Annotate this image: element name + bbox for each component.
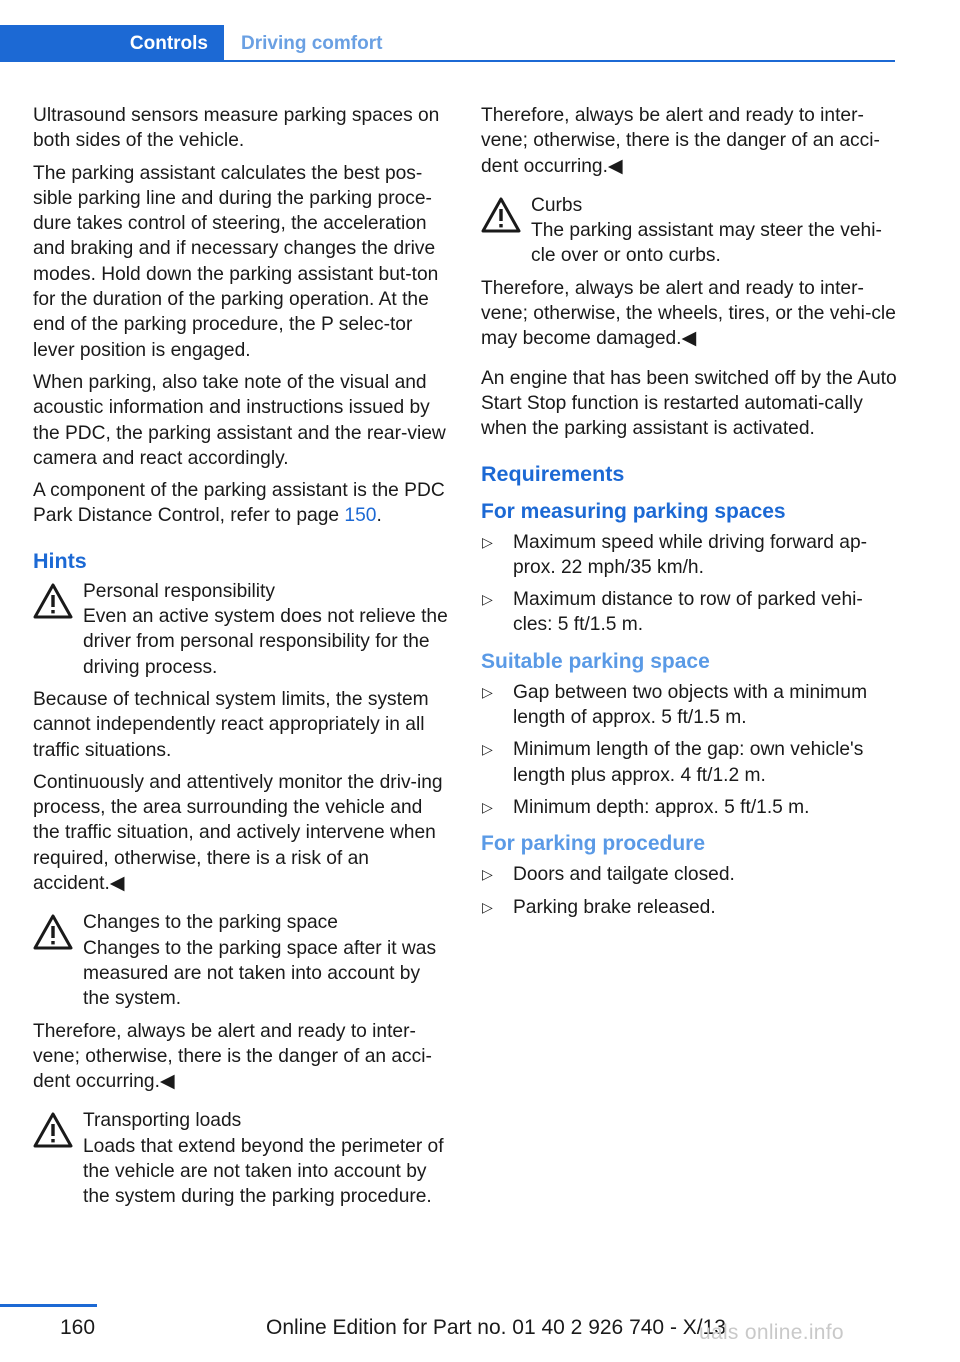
paragraph-auto-start-stop: An engine that has been switched off by the Auto Start Stop function is restarted automati‐cally when the parking assistant is activated. bbox=[481, 367, 897, 440]
list-item-text: Maximum distance to row of parked vehi‐cles: 5 ft/1.5 m. bbox=[513, 589, 863, 636]
warning-triangle-icon bbox=[481, 197, 521, 234]
warning-transporting-loads bbox=[33, 1108, 451, 1209]
warning-head bbox=[33, 1108, 451, 1209]
suitable-list bbox=[481, 680, 901, 820]
pdc-text-end: . bbox=[376, 505, 382, 527]
warning-triangle-icon bbox=[33, 1112, 73, 1149]
list-item-text: Doors and tailgate closed. bbox=[513, 864, 735, 886]
warning-triangle-icon bbox=[33, 583, 73, 620]
tab-controls[interactable]: Controls bbox=[0, 25, 224, 62]
warning-text: Loads that extend beyond the perimeter of the vehicle are not taken into account by the system during the parking procedure. bbox=[83, 1135, 444, 1208]
list-item bbox=[481, 680, 901, 731]
bullet-triangle-icon: ▷ bbox=[482, 898, 493, 915]
header-rule bbox=[0, 60, 895, 62]
warning-head bbox=[481, 193, 901, 269]
requirements-heading: Requirements bbox=[481, 461, 625, 486]
warning-text: Changes to the parking space after it was measured are not taken into account by the system. bbox=[83, 937, 437, 1010]
right-column bbox=[481, 103, 901, 928]
paragraph-alert: Therefore, always be alert and ready to inter‐vene; otherwise, there is the danger of an acci‐dent occurring.◀ bbox=[33, 1020, 432, 1093]
page-number: 160 bbox=[60, 1316, 96, 1339]
measuring-heading: For measuring parking spaces bbox=[481, 499, 786, 523]
bullet-triangle-icon: ▷ bbox=[482, 798, 493, 815]
page-link-150[interactable]: 150 bbox=[344, 505, 377, 527]
list-item bbox=[481, 587, 901, 638]
warning-title: Changes to the parking space bbox=[83, 912, 338, 934]
bullet-triangle-icon: ▷ bbox=[482, 741, 493, 758]
warning-curbs bbox=[481, 193, 901, 269]
warning-text: The parking assistant may steer the vehi‐cle over or onto curbs. bbox=[531, 220, 882, 267]
hints-heading: Hints bbox=[33, 548, 87, 573]
left-column bbox=[33, 103, 451, 1217]
list-item-text: Minimum length of the gap: own vehicle's length plus approx. 4 ft/1.2 m. bbox=[513, 739, 864, 786]
warning-triangle-icon bbox=[33, 914, 73, 951]
paragraph-parking-line: The parking assistant calculates the best pos‐sible parking line and during the parking proce‐dure takes control of steering, the acceleration and braking and if necessary changes the drive modes. Hold down the parking assistant but‐ton for the duration of the parking operation. At the end of the parking procedure, the P selec‐tor lever position is engaged. bbox=[33, 162, 439, 361]
paragraph-alert-continued: Therefore, always be alert and ready to inter‐vene; otherwise, there is the danger of an acci‐dent occurring.◀ bbox=[481, 105, 880, 177]
paragraph-visual-info: When parking, also take note of the visual and acoustic information and instructions issued by the PDC, the parking assistant and the rear‐view camera and react accordingly. bbox=[33, 371, 446, 469]
paragraph-technical-limits: Because of technical system limits, the system cannot independently react appropriately in all traffic situations. bbox=[33, 688, 429, 761]
bullet-triangle-icon: ▷ bbox=[482, 533, 493, 550]
list-item bbox=[481, 895, 901, 920]
list-item-text: Parking brake released. bbox=[513, 896, 716, 918]
list-item-text: Minimum depth: approx. 5 ft/1.5 m. bbox=[513, 796, 810, 818]
warning-parking-space-changes bbox=[33, 910, 451, 1011]
tab-driving-comfort[interactable]: Driving comfort bbox=[241, 32, 383, 54]
footer-rule bbox=[0, 1304, 97, 1307]
paragraph-pdc-reference bbox=[33, 478, 451, 529]
warning-text: Even an active system does not relieve the driver from personal responsibility for the driving process. bbox=[83, 606, 448, 678]
paragraph-monitor: Continuously and attentively monitor the driv‐ing process, the area surrounding the vehicle and the traffic situation, and actively intervene when required, otherwise, there is a risk of an accident.◀ bbox=[33, 771, 443, 895]
list-item bbox=[481, 862, 901, 887]
edition-info: Online Edition for Part no. 01 40 2 926 740 - X/13 bbox=[266, 1316, 726, 1339]
list-item bbox=[481, 737, 901, 788]
warning-title: Personal responsibility bbox=[83, 580, 275, 602]
paragraph-curbs-alert: Therefore, always be alert and ready to inter‐vene; otherwise, the wheels, tires, or the vehi‐cle may become damaged.◀ bbox=[481, 277, 896, 350]
warning-head bbox=[33, 579, 451, 680]
list-item-text: Gap between two objects with a minimum length of approx. 5 ft/1.5 m. bbox=[513, 681, 868, 729]
measuring-list bbox=[481, 530, 901, 638]
paragraph-ultrasound: Ultrasound sensors measure parking spaces on both sides of the vehicle. bbox=[33, 105, 440, 152]
procedure-list bbox=[481, 862, 901, 920]
pdc-text: A component of the parking assistant is the PDC Park Distance Control, refer to page bbox=[33, 480, 445, 527]
suitable-heading: Suitable parking space bbox=[481, 649, 710, 673]
warning-personal-responsibility bbox=[33, 579, 451, 680]
warning-title: Transporting loads bbox=[83, 1110, 242, 1132]
bullet-triangle-icon: ▷ bbox=[482, 866, 493, 883]
bullet-triangle-icon: ▷ bbox=[482, 591, 493, 608]
warning-head bbox=[33, 910, 451, 1011]
list-item bbox=[481, 530, 901, 581]
warning-title: Curbs bbox=[531, 194, 583, 216]
procedure-heading: For parking procedure bbox=[481, 832, 706, 856]
bullet-triangle-icon: ▷ bbox=[482, 683, 493, 700]
list-item-text: Maximum speed while driving forward ap‐prox. 22 mph/35 km/h. bbox=[513, 531, 868, 578]
watermark: uals online.info bbox=[699, 1321, 844, 1344]
list-item bbox=[481, 795, 901, 820]
